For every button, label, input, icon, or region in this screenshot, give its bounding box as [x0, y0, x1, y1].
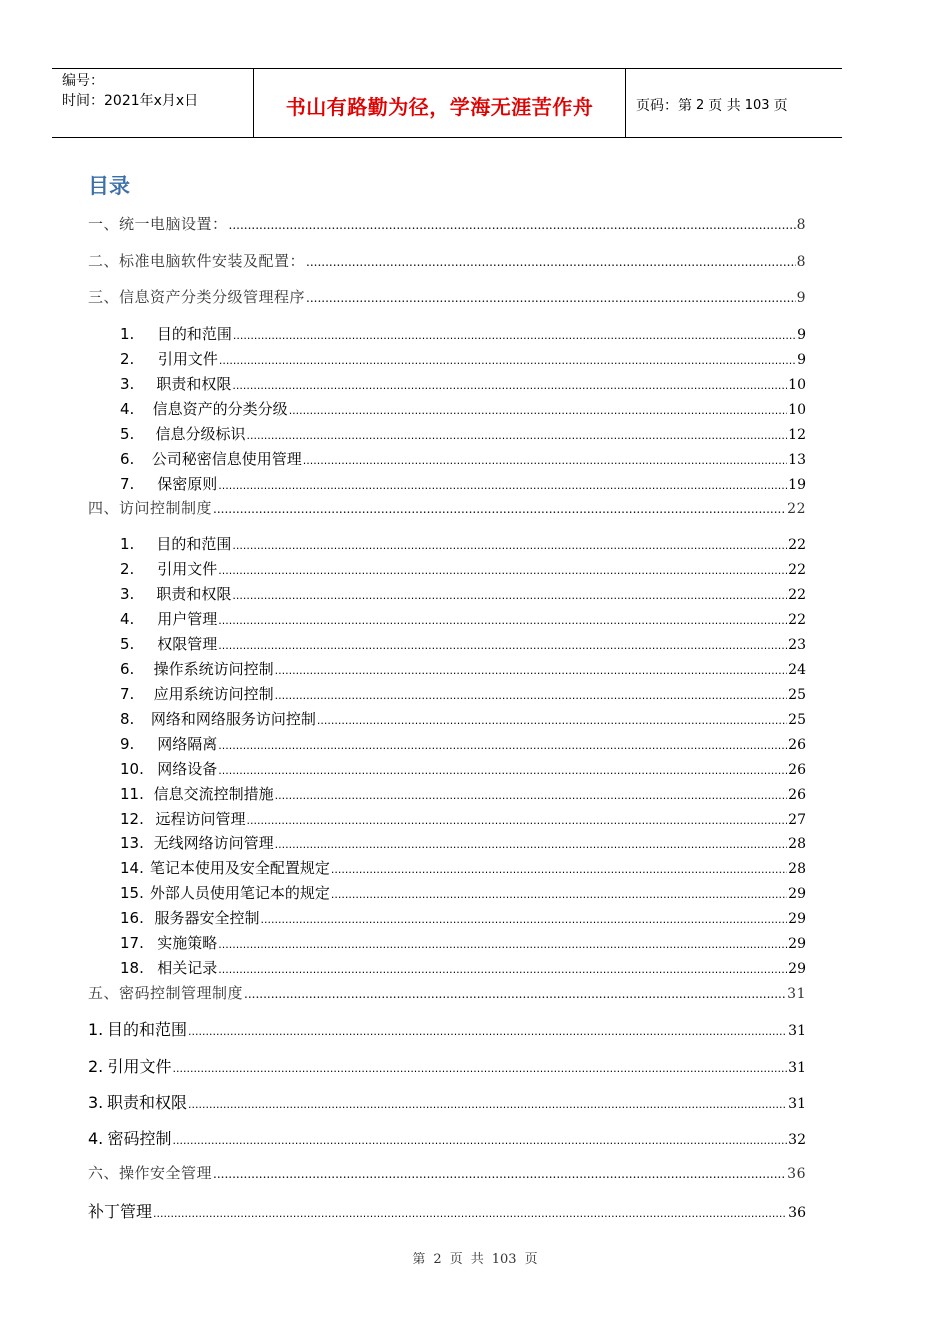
toc-entry-label: 六、操作安全管理: [88, 1164, 213, 1182]
toc-entry-label: 目的和范围: [156, 325, 232, 343]
toc-entry-label: 密码控制: [107, 1129, 172, 1148]
toc-entry-number: 11.: [120, 785, 144, 803]
toc-entry-label: 外部人员使用笔记本的规定: [149, 884, 330, 902]
toc-entry-page: 28: [788, 836, 806, 852]
toc-entry-number: 5.: [120, 425, 135, 443]
header-motto-cell: [254, 69, 626, 137]
toc-entry-label: 实施策略: [157, 934, 218, 952]
toc-entry-number: 3.: [88, 1093, 104, 1112]
toc-entry[interactable]: [88, 423, 806, 444]
toc-dot-leader: [229, 218, 796, 232]
toc-entry-label: 相关记录: [157, 959, 218, 977]
toc-entry-page: 29: [788, 911, 806, 927]
toc-entry-page: 24: [788, 662, 806, 678]
toc-entry-number: 7.: [120, 475, 135, 493]
toc-dot-leader: [188, 1098, 787, 1111]
footer-current: 2: [433, 1252, 442, 1267]
toc-entry-number: 13.: [120, 834, 144, 852]
toc-entry-page: 31: [788, 1023, 806, 1039]
toc-dot-leader: [232, 539, 787, 552]
toc-entry[interactable]: [88, 882, 806, 903]
toc-dot-leader: [246, 429, 787, 442]
toc-entry[interactable]: [88, 708, 806, 729]
toc-dot-leader: [218, 614, 787, 627]
toc-entry-label: 权限管理: [157, 635, 218, 653]
toc-entry[interactable]: [88, 758, 806, 779]
toc-dot-leader: [246, 814, 787, 827]
toc-entry-label: 保密原则: [157, 475, 218, 493]
header-page-total: 103: [744, 97, 770, 113]
toc-dot-leader: [306, 291, 796, 305]
page-header: [52, 68, 842, 138]
toc-entry-label: 补丁管理: [88, 1202, 153, 1221]
toc-entry-page: 31: [788, 1096, 806, 1112]
toc-entry-label: 职责和权限: [156, 375, 232, 393]
toc-entry-page: 31: [787, 986, 806, 1002]
toc-dot-leader: [232, 589, 787, 602]
toc-entry-label: 网络隔离: [157, 735, 218, 753]
toc-entry-number: 4.: [88, 1129, 104, 1148]
toc-dot-leader: [153, 1207, 787, 1220]
toc-dot-leader: [218, 639, 787, 652]
toc-entry[interactable]: [88, 633, 806, 654]
toc-entry-number: 3.: [120, 585, 135, 603]
toc-dot-leader: [331, 863, 787, 876]
toc-entry[interactable]: [88, 497, 806, 518]
toc-entry-label: 信息资产的分类分级: [152, 400, 288, 418]
toc-dot-leader: [188, 1025, 787, 1038]
toc-entry[interactable]: [88, 957, 806, 978]
toc-dot-leader: [218, 479, 787, 492]
toc-dot-leader: [218, 739, 787, 752]
toc-entry[interactable]: [88, 558, 806, 579]
toc-entry[interactable]: [88, 783, 806, 804]
toc-entry-page: 29: [788, 936, 806, 952]
toc-entry-label: 公司秘密信息使用管理: [151, 450, 302, 468]
toc-entry-label: 职责和权限: [107, 1093, 188, 1112]
toc-entry-number: 9.: [120, 735, 135, 753]
toc-dot-leader: [219, 354, 796, 367]
toc-entry-label: 引用文件: [107, 1057, 172, 1076]
toc-dot-leader: [317, 714, 787, 727]
toc-entry-number: 7.: [120, 685, 135, 703]
toc-entry-page: 31: [788, 1060, 806, 1076]
header-page-current: 2: [696, 97, 705, 113]
toc-entry[interactable]: [88, 250, 806, 271]
toc-dot-leader: [218, 963, 787, 976]
toc-dot-leader: [218, 938, 787, 951]
toc-entry-label: 操作系统访问控制: [153, 660, 274, 678]
toc-entry-number: 2.: [120, 350, 135, 368]
toc-entry-page: 10: [788, 377, 806, 393]
toc-entry-number: 18.: [120, 959, 144, 977]
toc-entry-number: 4.: [120, 610, 135, 628]
toc-dot-leader: [213, 502, 786, 516]
toc-entry-page: 32: [788, 1132, 806, 1148]
toc-entry-number: 8.: [120, 710, 135, 728]
toc-entry-label: 目的和范围: [107, 1020, 188, 1039]
toc-entry-label: 用户管理: [157, 610, 218, 628]
toc-entry[interactable]: [88, 832, 806, 853]
toc-dot-leader: [306, 255, 796, 269]
toc-entry[interactable]: [88, 323, 806, 344]
toc-entry-page: 22: [788, 587, 806, 603]
toc-dot-leader: [331, 888, 787, 901]
toc-entry-label: 一、统一电脑设置：: [88, 215, 228, 233]
toc-entry-page: 26: [788, 762, 806, 778]
toc-dot-leader: [213, 1167, 786, 1181]
toc-entry-page: 28: [788, 861, 806, 877]
toc-dot-leader: [173, 1062, 788, 1075]
toc-entry-page: 22: [788, 562, 806, 578]
toc-entry-number: 2.: [120, 560, 135, 578]
toc-entry[interactable]: [88, 1126, 806, 1149]
toc-entry-label: 远程访问管理: [155, 810, 246, 828]
toc-entry-page: 8: [796, 217, 806, 233]
toc-entry-label: 引用文件: [157, 560, 218, 578]
toc-entry-label: 目的和范围: [156, 535, 232, 553]
header-motto: 书山有路勤为径，学海无涯苦作舟: [285, 94, 594, 119]
toc-entry-page: 29: [788, 886, 806, 902]
toc-entry-number: 15.: [120, 884, 144, 902]
toc-entry-label: 无线网络访问管理: [153, 834, 274, 852]
toc-entry[interactable]: [88, 473, 806, 494]
toc-entry-page: 22: [787, 501, 806, 517]
document-number-label: 编号：: [62, 73, 104, 89]
toc-entry-page: 27: [788, 812, 806, 828]
toc-entry[interactable]: [88, 286, 806, 307]
toc-dot-leader: [275, 689, 788, 702]
toc-entry-page: 8: [796, 254, 806, 270]
toc-entry-page: 23: [788, 637, 806, 653]
header-meta: [52, 69, 254, 137]
toc-entry-page: 12: [788, 427, 806, 443]
toc-entry-label: 二、标准电脑软件安装及配置：: [88, 252, 306, 270]
toc-entry-page: 22: [788, 537, 806, 553]
toc-entry-number: 5.: [120, 635, 135, 653]
toc-entry-number: 17.: [120, 934, 144, 952]
toc-entry-number: 1.: [120, 535, 135, 553]
toc-entry-page: 36: [787, 1166, 806, 1182]
toc-entry[interactable]: [88, 1199, 806, 1222]
toc-entry[interactable]: [88, 583, 806, 604]
toc-entry-label: 职责和权限: [156, 585, 232, 603]
toc-entry-label: 网络设备: [157, 760, 218, 778]
toc-dot-leader: [173, 1134, 788, 1147]
toc-dot-leader: [218, 564, 787, 577]
footer-total: 103: [491, 1252, 517, 1267]
toc-entry-label: 网络和网络服务访问控制: [150, 710, 316, 728]
footer-prefix: 第: [412, 1252, 426, 1267]
toc-title: 目录: [88, 174, 130, 198]
header-page-prefix: 页码：第: [636, 98, 692, 114]
toc-dot-leader: [261, 913, 788, 926]
toc-entry[interactable]: [88, 608, 806, 629]
document-time: 时间：2021年x月x日: [62, 93, 199, 109]
toc-dot-leader: [233, 329, 796, 342]
toc-dot-leader: [275, 664, 788, 677]
toc-entry-page: 9: [797, 327, 806, 343]
toc-entry-page: 13: [788, 452, 806, 468]
toc-entry[interactable]: [88, 373, 806, 394]
toc-entry[interactable]: [88, 932, 806, 953]
toc-entry-number: 16.: [120, 909, 144, 927]
toc-entry-page: 9: [796, 290, 806, 306]
toc-entry-label: 应用系统访问控制: [153, 685, 274, 703]
toc-entry-page: 22: [788, 612, 806, 628]
toc-entry[interactable]: [88, 907, 806, 928]
footer-mid2: 共: [470, 1252, 484, 1267]
toc-entry-number: 1.: [120, 325, 135, 343]
toc-dot-leader: [275, 789, 788, 802]
toc-dot-leader: [244, 987, 786, 1001]
toc-entry-number: 1.: [88, 1020, 104, 1039]
toc-entry[interactable]: [88, 658, 806, 679]
toc-entry[interactable]: [88, 1090, 806, 1113]
toc-entry[interactable]: [88, 448, 806, 469]
toc-entry[interactable]: [88, 683, 806, 704]
toc-entry-number: 14.: [120, 859, 144, 877]
toc-entry[interactable]: [88, 213, 806, 234]
toc-entry-label: 信息分级标识: [155, 425, 246, 443]
toc-entry-number: 2.: [88, 1057, 104, 1076]
toc-entry-page: 10: [788, 402, 806, 418]
toc-dot-leader: [289, 404, 787, 417]
toc-entry-page: 25: [788, 712, 806, 728]
footer-suffix: 页: [524, 1252, 538, 1267]
toc-entry-number: 12.: [120, 810, 144, 828]
toc-entry-label: 三、信息资产分类分级管理程序: [88, 288, 306, 306]
toc-entry-number: 10.: [120, 760, 144, 778]
toc-entry-page: 29: [788, 961, 806, 977]
toc-entry[interactable]: [88, 857, 806, 878]
toc-dot-leader: [303, 454, 787, 467]
header-page-info: [626, 69, 842, 137]
toc-entry-page: 9: [797, 352, 806, 368]
toc-entry-number: 3.: [120, 375, 135, 393]
toc-entry-page: 26: [788, 737, 806, 753]
toc-entry-label: 服务器安全控制: [154, 909, 260, 927]
toc-dot-leader: [232, 379, 787, 392]
toc-entry[interactable]: [88, 533, 806, 554]
toc-entry-page: 36: [788, 1205, 806, 1221]
toc-entry-number: 6.: [120, 660, 135, 678]
footer-mid1: 页: [449, 1252, 463, 1267]
toc-entry-number: 4.: [120, 400, 135, 418]
toc-entry-page: 19: [788, 477, 806, 493]
toc-dot-leader: [275, 838, 788, 851]
header-page-mid: 页 共: [708, 98, 741, 114]
toc-entry[interactable]: [88, 1017, 806, 1040]
toc-entry[interactable]: [88, 733, 806, 754]
toc-entry-label: 五、密码控制管理制度: [88, 984, 244, 1002]
header-page-suffix: 页: [773, 98, 788, 114]
toc-entry[interactable]: [88, 348, 806, 369]
toc-entry-label: 笔记本使用及安全配置规定: [149, 859, 330, 877]
toc-entry-page: 26: [788, 787, 806, 803]
toc-entry-label: 信息交流控制措施: [153, 785, 274, 803]
toc-entry-label: 引用文件: [157, 350, 218, 368]
toc-entry[interactable]: [88, 1162, 806, 1183]
toc-entry-number: 6.: [120, 450, 135, 468]
toc-dot-leader: [218, 764, 787, 777]
toc-entry-page: 25: [788, 687, 806, 703]
toc-entry[interactable]: [88, 398, 806, 419]
page-footer: [0, 1248, 950, 1267]
toc-entry[interactable]: [88, 808, 806, 829]
toc-entry-label: 四、访问控制制度: [88, 499, 213, 517]
toc-entry[interactable]: [88, 1054, 806, 1077]
toc-entry[interactable]: [88, 982, 806, 1003]
